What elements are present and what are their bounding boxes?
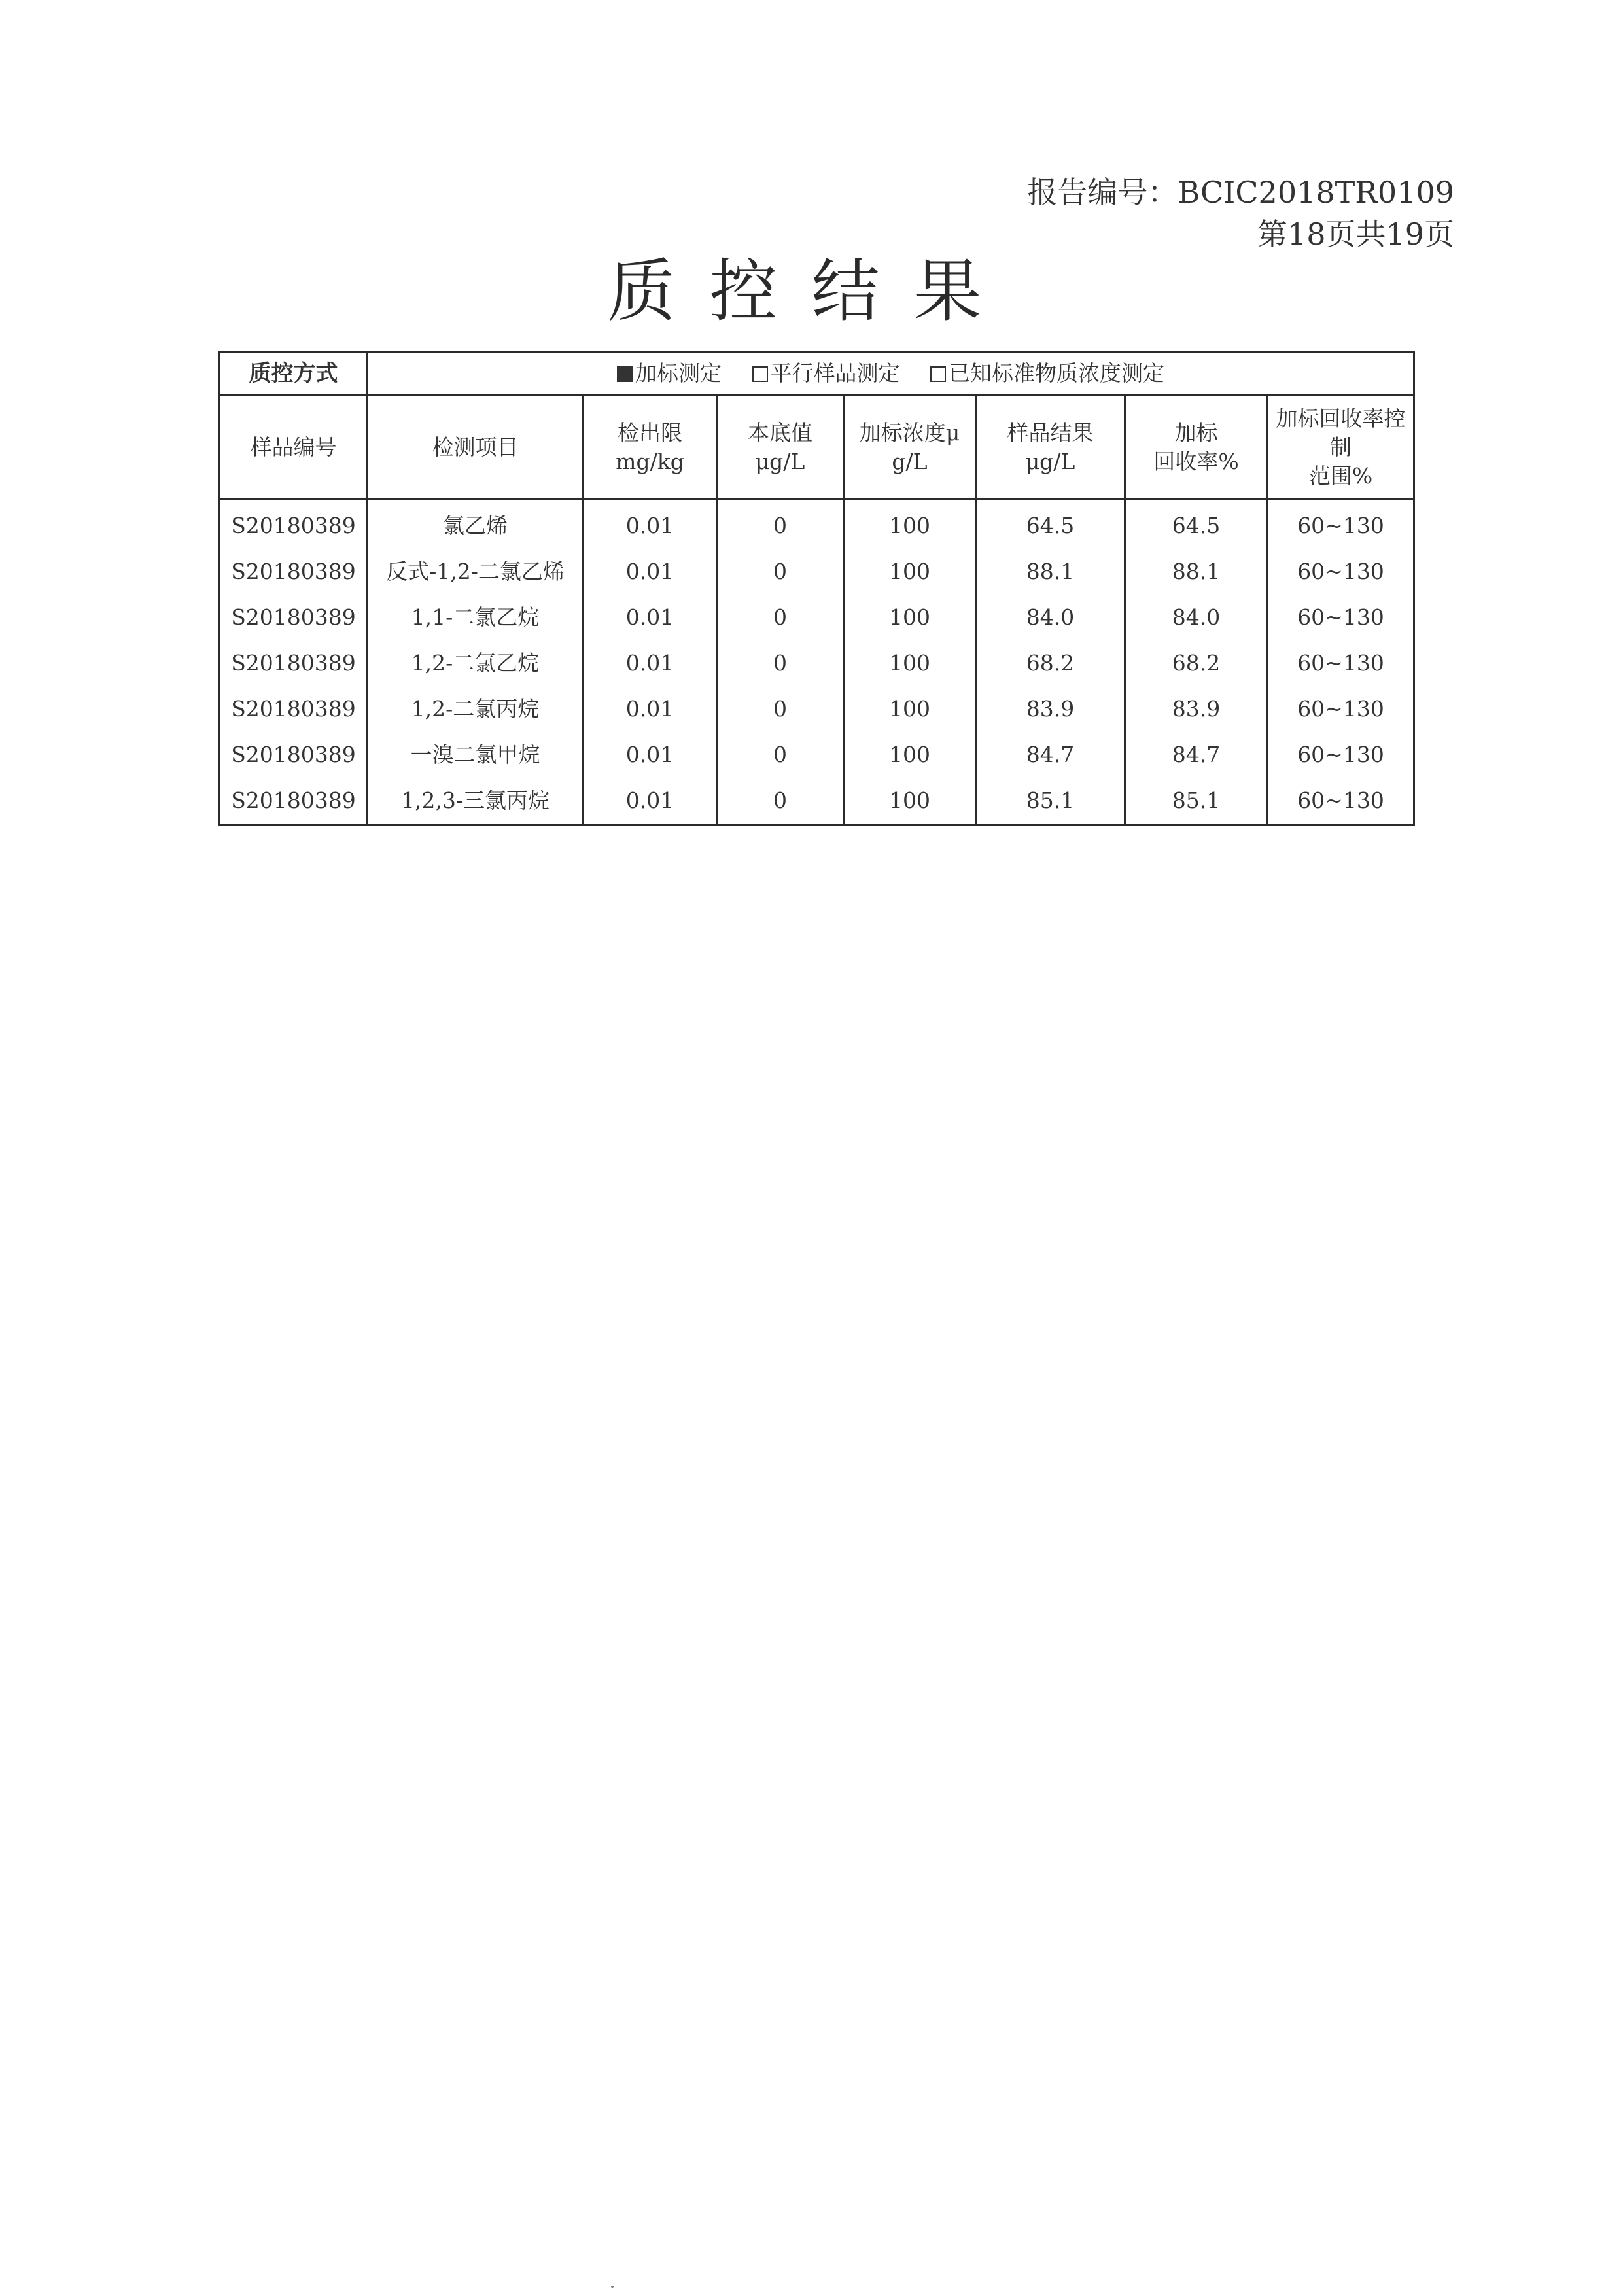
method-option-label: 已知标准物质浓度测定 bbox=[949, 360, 1164, 386]
qc-method-options bbox=[368, 352, 1414, 396]
checkbox-empty-icon bbox=[752, 366, 768, 382]
cell-sample-id: S20180389 bbox=[220, 686, 368, 732]
cell-sample-result: 85.1 bbox=[976, 778, 1125, 825]
col-header-background: 本底值 μg/L bbox=[717, 396, 844, 500]
table-row bbox=[220, 500, 1414, 549]
report-header bbox=[1027, 171, 1454, 255]
cell-sample-id: S20180389 bbox=[220, 732, 368, 778]
cell-item: 1,2-二氯乙烷 bbox=[368, 640, 584, 686]
cell-background: 0 bbox=[717, 549, 844, 595]
cell-background: 0 bbox=[717, 732, 844, 778]
cell-recovery-range: 60~130 bbox=[1268, 778, 1414, 825]
cell-recovery: 64.5 bbox=[1125, 500, 1268, 549]
col-header-item: 检测项目 bbox=[368, 396, 584, 500]
cell-sample-result: 88.1 bbox=[976, 549, 1125, 595]
cell-sample-result: 84.7 bbox=[976, 732, 1125, 778]
cell-spike-conc: 100 bbox=[844, 595, 976, 640]
cell-sample-result: 64.5 bbox=[976, 500, 1125, 549]
cell-spike-conc: 100 bbox=[844, 778, 976, 825]
cell-background: 0 bbox=[717, 595, 844, 640]
cell-background: 0 bbox=[717, 778, 844, 825]
page-title: 质控结果 bbox=[607, 251, 1016, 331]
cell-detection-limit: 0.01 bbox=[584, 640, 717, 686]
cell-item: 反式-1,2-二氯乙烯 bbox=[368, 549, 584, 595]
table-row bbox=[220, 595, 1414, 640]
cell-recovery-range: 60~130 bbox=[1268, 500, 1414, 549]
checkbox-checked-icon bbox=[617, 366, 633, 382]
method-option-label: 平行样品测定 bbox=[770, 360, 900, 386]
qc-method-row bbox=[220, 352, 1414, 396]
col-header-detection-limit: 检出限 mg/kg bbox=[584, 396, 717, 500]
cell-sample-id: S20180389 bbox=[220, 500, 368, 549]
cell-background: 0 bbox=[717, 640, 844, 686]
cell-detection-limit: 0.01 bbox=[584, 500, 717, 549]
cell-spike-conc: 100 bbox=[844, 686, 976, 732]
checkbox-empty-icon bbox=[930, 366, 946, 382]
table-row bbox=[220, 732, 1414, 778]
cell-detection-limit: 0.01 bbox=[584, 595, 717, 640]
cell-recovery-range: 60~130 bbox=[1268, 595, 1414, 640]
col-header-sample-id: 样品编号 bbox=[220, 396, 368, 500]
cell-sample-id: S20180389 bbox=[220, 549, 368, 595]
cell-background: 0 bbox=[717, 500, 844, 549]
cell-sample-id: S20180389 bbox=[220, 778, 368, 825]
report-number: 报告编号：BCIC2018TR0109 bbox=[1027, 175, 1454, 210]
method-option-parallel[interactable] bbox=[752, 359, 900, 388]
cell-sample-result: 83.9 bbox=[976, 686, 1125, 732]
cell-sample-id: S20180389 bbox=[220, 595, 368, 640]
cell-item: 1,2-二氯丙烷 bbox=[368, 686, 584, 732]
cell-detection-limit: 0.01 bbox=[584, 732, 717, 778]
cell-recovery: 83.9 bbox=[1125, 686, 1268, 732]
cell-item: 1,1-二氯乙烷 bbox=[368, 595, 584, 640]
cell-item: 一溴二氯甲烷 bbox=[368, 732, 584, 778]
cell-item: 1,2,3-三氯丙烷 bbox=[368, 778, 584, 825]
scan-speck bbox=[611, 2286, 614, 2288]
cell-spike-conc: 100 bbox=[844, 732, 976, 778]
qc-results-table bbox=[218, 351, 1415, 826]
cell-recovery: 85.1 bbox=[1125, 778, 1268, 825]
qc-method-label: 质控方式 bbox=[220, 352, 368, 396]
cell-recovery-range: 60~130 bbox=[1268, 686, 1414, 732]
page-info: 第18页共19页 bbox=[1257, 217, 1454, 252]
cell-recovery-range: 60~130 bbox=[1268, 732, 1414, 778]
cell-item: 氯乙烯 bbox=[368, 500, 584, 549]
cell-background: 0 bbox=[717, 686, 844, 732]
col-header-sample-result: 样品结果 μg/L bbox=[976, 396, 1125, 500]
cell-recovery-range: 60~130 bbox=[1268, 640, 1414, 686]
cell-detection-limit: 0.01 bbox=[584, 686, 717, 732]
cell-spike-conc: 100 bbox=[844, 549, 976, 595]
col-header-recovery: 加标 回收率% bbox=[1125, 396, 1268, 500]
table-row bbox=[220, 778, 1414, 825]
cell-recovery-range: 60~130 bbox=[1268, 549, 1414, 595]
cell-sample-id: S20180389 bbox=[220, 640, 368, 686]
cell-sample-result: 68.2 bbox=[976, 640, 1125, 686]
col-header-spike-conc: 加标浓度μ g/L bbox=[844, 396, 976, 500]
cell-detection-limit: 0.01 bbox=[584, 778, 717, 825]
cell-recovery: 68.2 bbox=[1125, 640, 1268, 686]
table-row bbox=[220, 686, 1414, 732]
method-option-label: 加标测定 bbox=[635, 360, 722, 386]
cell-recovery: 88.1 bbox=[1125, 549, 1268, 595]
cell-spike-conc: 100 bbox=[844, 640, 976, 686]
method-option-reference[interactable] bbox=[930, 359, 1164, 388]
cell-recovery: 84.7 bbox=[1125, 732, 1268, 778]
cell-sample-result: 84.0 bbox=[976, 595, 1125, 640]
cell-recovery: 84.0 bbox=[1125, 595, 1268, 640]
table-row bbox=[220, 549, 1414, 595]
cell-spike-conc: 100 bbox=[844, 500, 976, 549]
col-header-recovery-range: 加标回收率控 制 范围% bbox=[1268, 396, 1414, 500]
method-option-spike[interactable] bbox=[617, 359, 722, 388]
table-row bbox=[220, 640, 1414, 686]
table-header-row bbox=[220, 396, 1414, 500]
cell-detection-limit: 0.01 bbox=[584, 549, 717, 595]
